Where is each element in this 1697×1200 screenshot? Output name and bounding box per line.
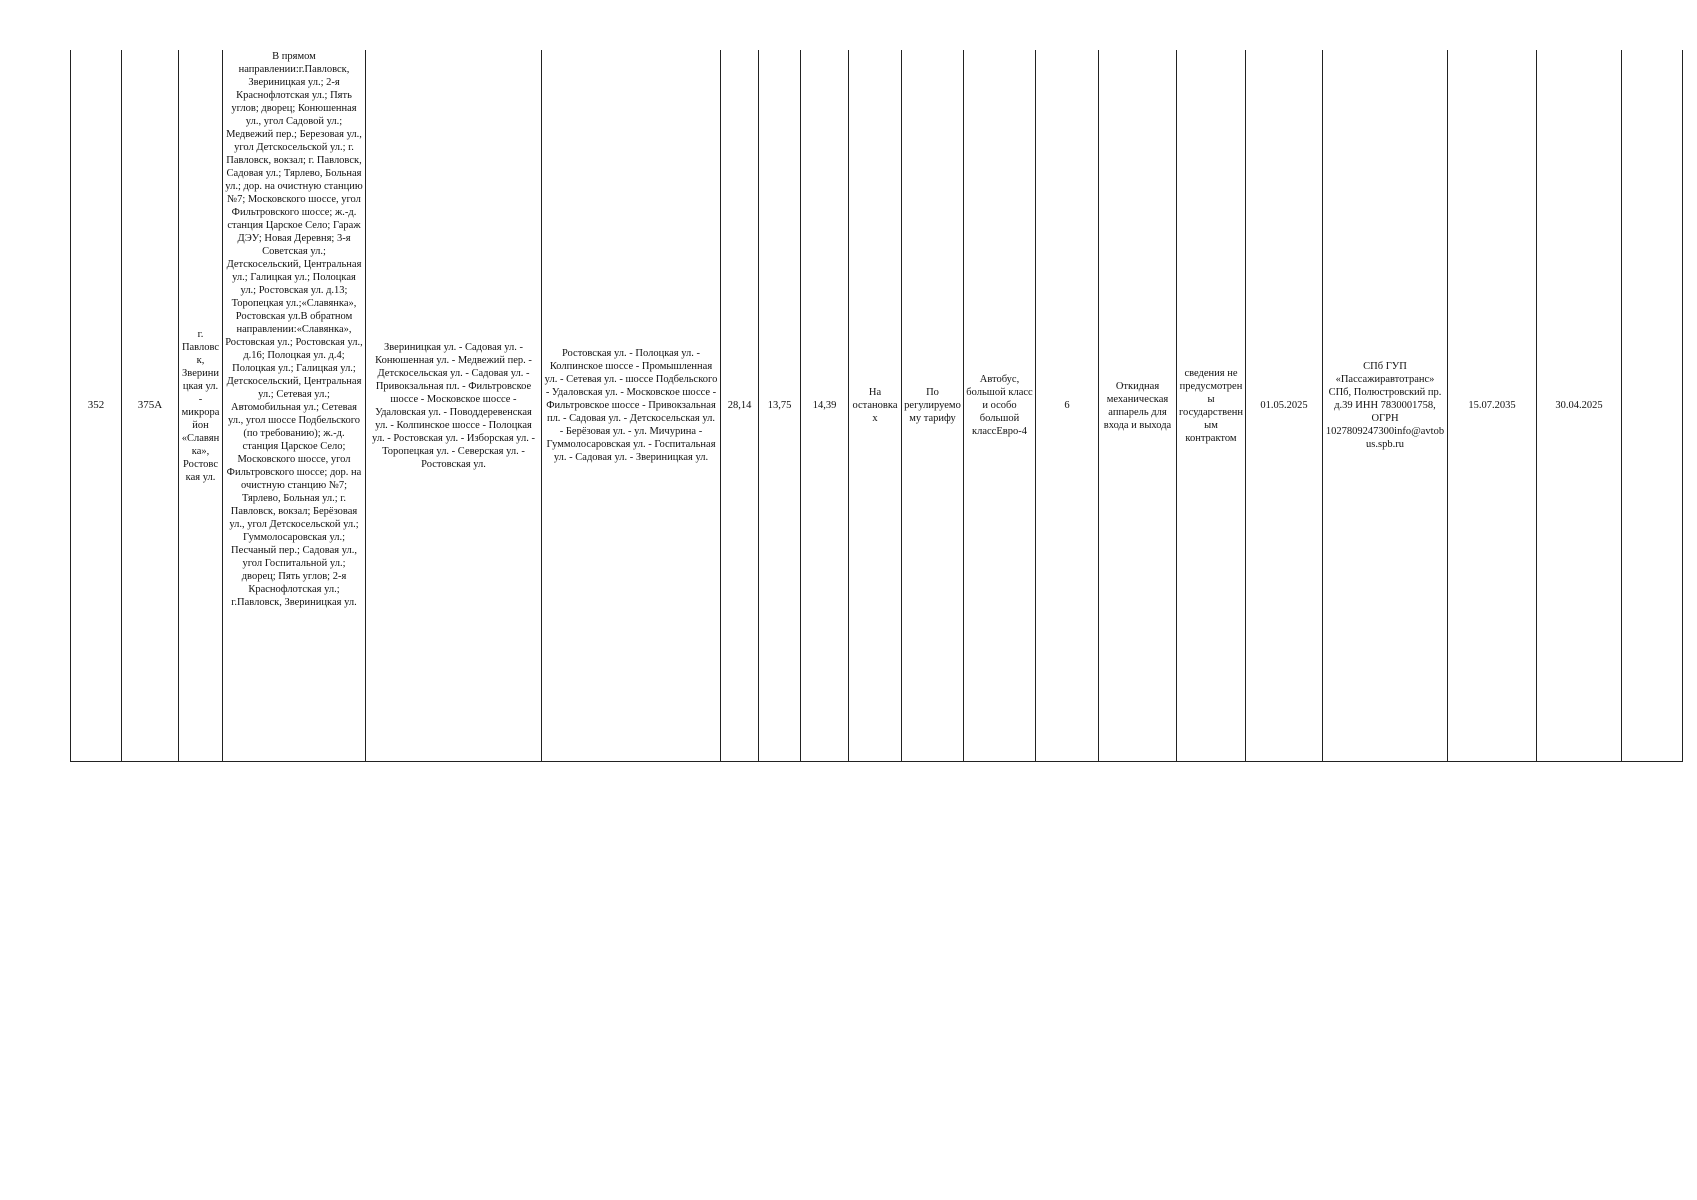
streets-backward-cell: Ростовская ул. - Полоцкая ул. - Колпинское шоссе - Промышленная ул. - Сетевая ул. - шоссе Подбельского - Удаловская ул. - Московское шоссе - Фильтровское шоссе - Привокзальная пл. - Садовая ул. - Детскосельская ул. - Берёзовая ул. - ул. Мичурина - Гуммолосаровская ул. - Госпитальная ул. - Садовая ул. - Звериницкая ул. — [542, 50, 721, 762]
extra-cell — [1622, 50, 1683, 762]
vehicle-class-cell: Автобус, большой класс и особо большой классЕвро-4 — [964, 50, 1036, 762]
contract-info-cell: сведения не предусмотрены государственным контрактом — [1177, 50, 1246, 762]
contract-end-date-cell: 15.07.2035 — [1448, 50, 1537, 762]
streets-forward-cell: Звериницкая ул. - Садовая ул. - Конюшенная ул. - Медвежий пер. - Детскосельская ул. - Садовая ул. - Привокзальная пл. - Фильтровское шоссе - Московское шоссе - Удаловская ул. - Поводдеревенская ул. - Колпинское шоссе - Полоцкая ул. - Ростовская ул. - Изборская ул. - Торопецкая ул. - Северская ул. - Ростовская ул. — [366, 50, 542, 762]
start-date-cell: 01.05.2025 — [1246, 50, 1323, 762]
reg-number-cell: 352 — [71, 50, 122, 762]
vehicle-count-cell: 6 — [1036, 50, 1099, 762]
stops-cell: В прямом направлении:г.Павловск, Звериницкая ул.; 2-я Краснофлотская ул.; Пять углов; дворец; Конюшенная ул., угол Садовой ул.; Медвежий пер.; Березовая ул., угол Детскосельской ул.; г. Павловск, вокзал; г. Павловск, Садовая ул.; Тярлево, Больная ул.; дор. на очистную станцию №7; Московского шоссе, угол Фильтровского шоссе; ж.-д. станция Царское Село; Гараж ДЭУ; Новая Деревня; 3-я Советская ул.; Детскосельский, Центральная ул.; Галицкая ул.; Полоцкая ул.; Ростовская ул. д.13; Торопецкая ул.;«Славянка», Ростовская ул.В обратном направлении:«Славянка», Ростовская ул.; Ростовская ул., д.16; Полоцкая ул. д.4; Полоцкая ул.; Галицкая ул.; Детскосельский, Центральная ул.; Сетевая ул.; Автомобильная ул.; Сетевая ул., угол шоссе Подбельского (по требованию); ж.-д. станция Царское Село; Московского шоссе, угол Фильтровского шоссе; дор. на очистную станцию №7; Тярлево, Больная ул.; г. Павловск, вокзал; Берёзовая ул., угол Детскосельской ул.; Гуммолосаровская ул.; Песчаный пер.; Садовая ул., угол Госпитальной ул.; дворец; Пять углов; 2-я Краснофлотская ул.; г.Павловск, Звериницкая ул. — [223, 50, 366, 762]
tariff-type-cell: По регулируемому тарифу — [902, 50, 964, 762]
boarding-order-cell: На остановках — [849, 50, 902, 762]
contract-date-cell: 30.04.2025 — [1537, 50, 1622, 762]
route-registry-table — [70, 50, 1683, 762]
length-backward-cell: 13,75 — [759, 50, 801, 762]
route-number-cell: 375А — [122, 50, 179, 762]
vehicle-features-cell: Откидная механическая аппарель для входа и выхода — [1099, 50, 1177, 762]
length-total-cell: 14,39 — [801, 50, 849, 762]
length-forward-cell: 28,14 — [721, 50, 759, 762]
carrier-cell: СПб ГУП «Пассажиравтотранс» СПб, Полюстровский пр. д.39 ИНН 7830001758, ОГРН 1027809247300info@avtobus.spb.ru — [1323, 50, 1448, 762]
route-name-cell: г. Павловск, Звериницкая ул. - микрорайон «Славянка», Ростовская ул. — [179, 50, 223, 762]
table-row — [71, 50, 1683, 762]
